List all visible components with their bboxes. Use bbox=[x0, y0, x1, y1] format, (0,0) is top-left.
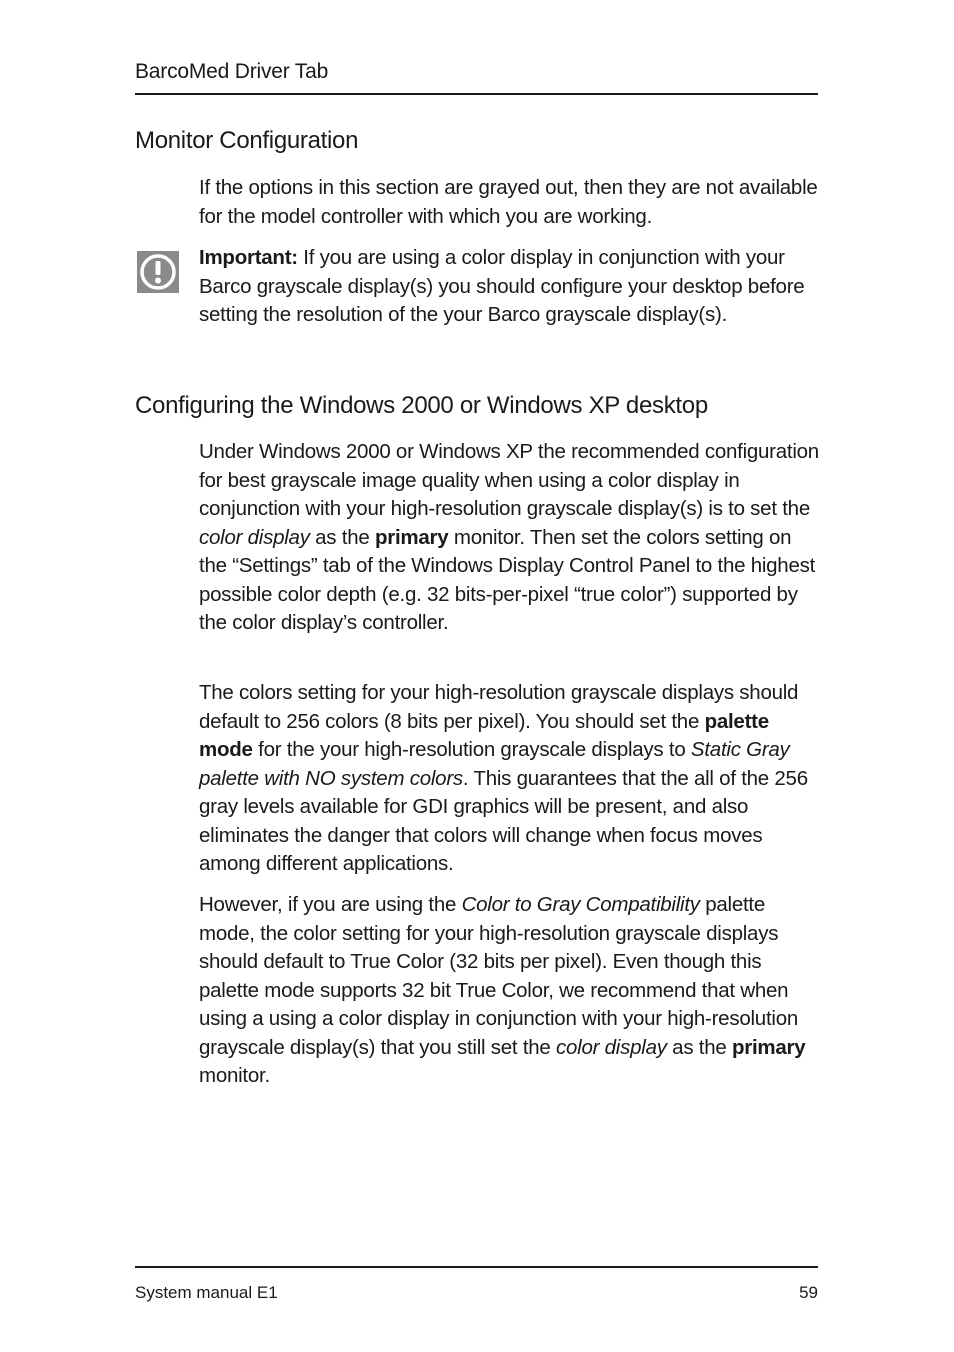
footer-manual-title: System manual E1 bbox=[135, 1283, 278, 1302]
text-run: for the your high-resolution grayscale displays to bbox=[252, 738, 691, 761]
text-run: monitor. Then set the colors setting on the “Settings” tab of the Windows Display Control Panel to the highest possible color depth (e.g. 32 bits-per-pixel “true color”) supported by the color display’s controller. bbox=[199, 525, 816, 634]
text-run: as the bbox=[309, 525, 375, 549]
text-run: monitor. bbox=[199, 1064, 270, 1087]
section-heading-configuring-desktop: Configuring the Windows 2000 or Windows XP desktop bbox=[135, 392, 708, 419]
important-text: If you are using a color display in conjunction with your Barco grayscale display(s) you should configure your desktop before setting the resolution of the your Barco grayscale display(s). bbox=[199, 246, 805, 326]
emphasis-color-display: color display bbox=[199, 525, 310, 549]
bold-primary: primary bbox=[374, 525, 449, 549]
paragraph-recommended-configuration bbox=[199, 438, 819, 638]
emphasis-color-display: color display bbox=[556, 1035, 667, 1059]
running-header: BarcoMed Driver Tab bbox=[135, 60, 329, 83]
emphasis-color-to-gray: Color to Gray Compatibility bbox=[461, 893, 700, 916]
text-run: palette mode, the color setting for your high-resolution grayscale displays should default to True Color (32 bits per pixel). Even though this palette mode supports 32 bit True Color, we recommend that when using a using a color display in conjunction with your high-resolution grayscale display(s) that you still set the bbox=[199, 893, 798, 1059]
text-run: . This guarantees that the all of the 256 gray levels available for GDI graphics will be present, and also eliminates the danger that colors will change when focus moves among different applications. bbox=[199, 766, 808, 875]
bold-primary: primary bbox=[731, 1035, 806, 1059]
text-run: as the bbox=[666, 1035, 732, 1059]
text-run: The colors setting for your high-resolution grayscale displays should default to 256 colors (8 bits per pixel). You should set the bbox=[199, 681, 799, 733]
page-number: 59 bbox=[799, 1283, 818, 1302]
footer-rule bbox=[135, 1266, 818, 1268]
paragraph-grayed-out-note: If the options in this section are grayed out, then they are not available for the model controller with which you are working. bbox=[199, 176, 818, 228]
section-heading-monitor-configuration: Monitor Configuration bbox=[135, 127, 359, 154]
important-label: Important: bbox=[199, 246, 298, 269]
paragraph-color-to-gray bbox=[199, 891, 819, 1091]
paragraph-palette-mode bbox=[199, 679, 819, 879]
important-note bbox=[199, 244, 819, 330]
text-run: However, if you are using the bbox=[199, 893, 462, 916]
exclamation-icon bbox=[137, 251, 179, 293]
emphasis-static-gray: Static Gray palette with NO system colors bbox=[199, 738, 790, 790]
header-rule bbox=[135, 93, 818, 95]
bold-palette-mode: palette mode bbox=[199, 709, 769, 761]
text-run: Under Windows 2000 or Windows XP the recommended configuration for best grayscale image quality when using a color display in conjunction with your high-resolution grayscale display(s) is to set the bbox=[199, 440, 819, 520]
